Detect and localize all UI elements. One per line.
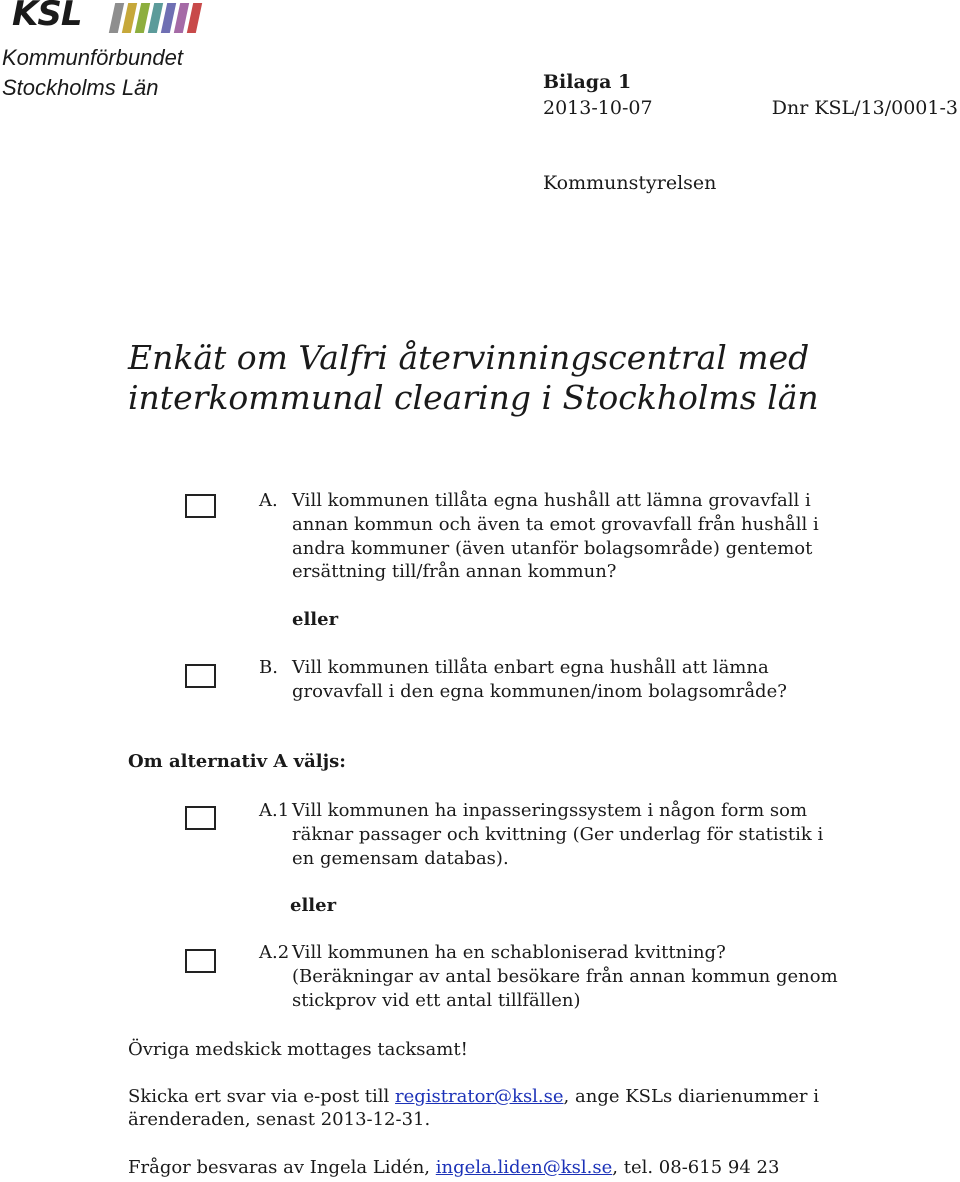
question-a2-text: [292, 941, 838, 1012]
question-line: annan kommun och även ta emot grovavfall från hushåll i: [292, 513, 819, 535]
contact-suffix: , tel. 08-615 94 23: [612, 1157, 780, 1178]
or-separator-2: eller: [290, 895, 337, 916]
thanks-text: Övriga medskick mottages tacksamt!: [128, 1039, 468, 1060]
org-name-line2: Stockholms Län: [2, 75, 159, 100]
send-prefix: Skicka ert svar via e-post till: [128, 1086, 396, 1107]
question-line: stickprov vid ett antal tillfällen): [292, 989, 581, 1011]
question-line: Vill kommunen ha inpasseringssystem i någon form som: [292, 800, 808, 821]
question-a2-label: A.2: [259, 942, 290, 963]
doc-date: 2013-10-07: [543, 97, 653, 119]
question-line: Vill kommunen tillåta egna hushåll att lämna grovavfall i: [292, 490, 811, 511]
send-instructions: [128, 1085, 819, 1131]
checkbox-option-a2[interactable]: [185, 949, 216, 973]
checkbox-option-a1[interactable]: [185, 806, 216, 830]
org-name-line1: Kommunförbundet: [2, 45, 183, 70]
title-line1: Enkät om Valfri återvinningscentral med: [128, 338, 810, 377]
question-a1-text: [292, 799, 823, 870]
send-suffix: , ange KSLs diarienummer i: [563, 1086, 819, 1107]
contact-email-link[interactable]: ingela.liden@ksl.se: [435, 1157, 613, 1178]
question-line: ersättning till/från annan kommun?: [292, 561, 617, 583]
question-line: andra kommuner (även utanför bolagsområde) gentemot: [292, 537, 813, 559]
question-b-label: B.: [259, 657, 278, 678]
ksl-logo-stripes: [112, 3, 199, 33]
question-line: grovavfall i den egna kommunen/inom bolagsområde?: [292, 680, 787, 702]
send-line2: ärenderaden, senast 2013-12-31.: [128, 1109, 431, 1130]
send-line1: [128, 1085, 819, 1108]
question-a-text: [292, 489, 819, 584]
ksl-logo-wordmark: KSL: [12, 0, 82, 34]
question-a1-label: A.1: [259, 800, 290, 821]
question-a-label: A.: [259, 490, 278, 511]
recipient: Kommunstyrelsen: [543, 172, 717, 194]
question-line: en gemensam databas).: [292, 847, 509, 869]
section-a-heading: Om alternativ A väljs:: [128, 751, 346, 772]
page-title: [128, 338, 819, 418]
question-b-text: [292, 656, 787, 704]
checkbox-option-a[interactable]: [185, 494, 216, 518]
question-line: (Beräkningar av antal besökare från annan kommun genom: [292, 965, 838, 987]
question-line: Vill kommunen tillåta enbart egna hushåll att lämna: [292, 657, 769, 678]
contact-prefix: Frågor besvaras av Ingela Lidén,: [128, 1157, 436, 1178]
doc-type: Bilaga 1: [543, 71, 632, 93]
or-separator-1: eller: [292, 609, 339, 630]
checkbox-option-b[interactable]: [185, 664, 216, 688]
title-line2: interkommunal clearing i Stockholms län: [128, 378, 819, 417]
logo-stripe: [187, 3, 202, 33]
registrator-email-link[interactable]: registrator@ksl.se: [395, 1086, 564, 1107]
contact-line: [128, 1156, 779, 1179]
question-line: räknar passager och kvittning (Ger underlag för statistik i: [292, 823, 824, 845]
question-line: Vill kommunen ha en schabloniserad kvittning?: [292, 942, 726, 963]
doc-dnr: Dnr KSL/13/0001-3: [771, 97, 958, 119]
